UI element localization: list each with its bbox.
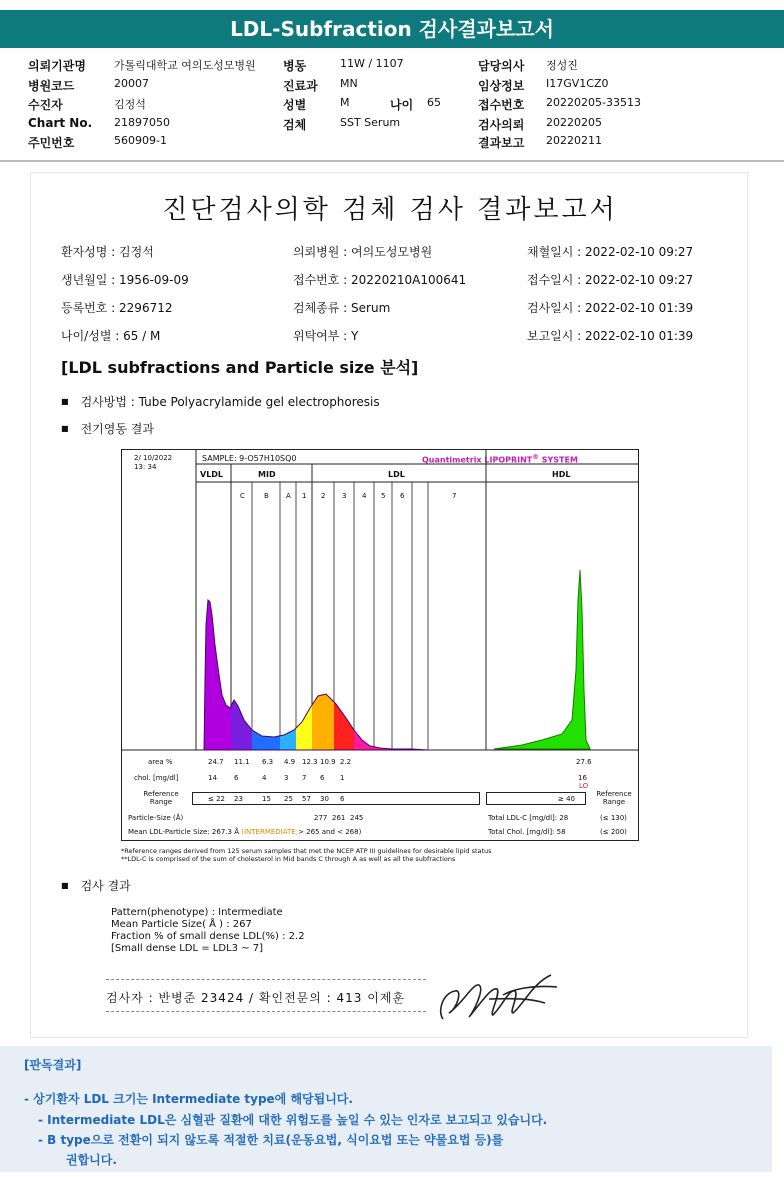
band-label: 1 bbox=[302, 492, 307, 500]
chol-value: 6 bbox=[234, 774, 239, 782]
ref-value: 15 bbox=[262, 795, 271, 803]
ref-label: Reference Range bbox=[143, 790, 179, 806]
result-fraction: Fraction % of small dense LDL(%) : 2.2 bbox=[111, 931, 305, 942]
header-label: 결과보고 bbox=[478, 136, 525, 150]
header-value: SST Serum bbox=[340, 116, 401, 129]
scanned-report bbox=[30, 172, 748, 1038]
area-value: 11.1 bbox=[234, 758, 250, 766]
ref-value: 6 bbox=[340, 795, 345, 803]
lipoprint-chart bbox=[121, 449, 639, 841]
band-label: C bbox=[240, 492, 245, 500]
interpretation-line: - Intermediate LDL은 심혈관 질환에 대한 위험도를 높일 수 있는 인자로 보고되고 있습니다. bbox=[38, 1113, 548, 1127]
info-specimen: 검체종류 : Serum bbox=[293, 301, 391, 315]
header-label: 임상정보 bbox=[478, 79, 525, 93]
total-ldl: Total LDL-C [mg/dl]: 28 bbox=[488, 814, 569, 822]
group-vldl: VLDL bbox=[200, 470, 224, 479]
panel-title: [판독결과] bbox=[24, 1058, 82, 1072]
chol-value: 7 bbox=[302, 774, 307, 782]
band-fill bbox=[231, 570, 252, 750]
particle-size-value: 245 bbox=[350, 814, 364, 822]
ref-value: 30 bbox=[320, 795, 329, 803]
header-value: 560909-1 bbox=[114, 134, 167, 147]
band-fill bbox=[280, 570, 296, 750]
header-label: 검체 bbox=[283, 118, 307, 132]
chart-time: 13: 34 bbox=[134, 463, 157, 471]
total-ldl-ref: (≤ 130) bbox=[600, 814, 627, 822]
header-label: 병원코드 bbox=[28, 79, 75, 93]
header-value: I17GV1CZ0 bbox=[546, 77, 609, 90]
header-value: 20220205 bbox=[546, 116, 602, 129]
ref-value: 23 bbox=[234, 795, 243, 803]
area-value: 12.3 bbox=[302, 758, 318, 766]
header-value: M bbox=[340, 96, 350, 109]
band-label: 6 bbox=[400, 492, 405, 500]
area-value: 24.7 bbox=[208, 758, 224, 766]
area-value: 10.9 bbox=[320, 758, 336, 766]
ps-label: Particle-Size (Å) bbox=[128, 814, 184, 822]
total-chol-ref: (≤ 200) bbox=[600, 828, 627, 836]
area-value: 4.9 bbox=[284, 758, 296, 766]
band-fill bbox=[312, 570, 334, 750]
result-mean-size: Mean Particle Size( Å ) : 267 bbox=[111, 919, 252, 930]
info-referral: 위탁여부 : Y bbox=[293, 329, 359, 343]
header-label: 의뢰기관명 bbox=[28, 59, 86, 73]
ref-box-ldl bbox=[192, 792, 480, 805]
band-fill bbox=[428, 570, 486, 750]
band-fill bbox=[296, 570, 312, 750]
chart-system: Quantimetrix LIPOPRINT® SYSTEM bbox=[422, 453, 578, 465]
chol-value: 3 bbox=[284, 774, 289, 782]
band-label: 7 bbox=[452, 492, 457, 500]
band-label: 5 bbox=[381, 492, 386, 500]
chart-sample: SAMPLE: 9-O57H10SQ0 bbox=[202, 454, 297, 463]
header-label: 성별 bbox=[283, 98, 307, 112]
header-label: 수진자 bbox=[28, 98, 63, 112]
footnote-1: *Reference ranges derived from 125 serum samples that met the NCEP ATP III guidelines for desirable lipid status bbox=[121, 847, 492, 855]
total-chol: Total Chol. [mg/dl]: 58 bbox=[488, 828, 566, 836]
area-label: area % bbox=[148, 758, 173, 766]
header-label: 담당의사 bbox=[478, 59, 525, 73]
band-fill bbox=[354, 570, 374, 750]
header-label: 주민번호 bbox=[28, 136, 75, 150]
result-label: ■ 검사 결과 bbox=[61, 877, 131, 894]
divider-bottom bbox=[106, 1011, 426, 1012]
age-value: 65 bbox=[427, 96, 441, 109]
info-reg-no: 등록번호 : 2296712 bbox=[61, 301, 173, 315]
ref-label-right: Reference Range bbox=[596, 790, 632, 806]
info-age-sex: 나이/성별 : 65 / M bbox=[61, 329, 161, 343]
info-hospital: 의뢰병원 : 여의도성모병원 bbox=[293, 245, 433, 259]
interpretation-line: - B type으로 전환이 되지 않도록 적절한 치료(운동요법, 식이요법 또는 약물요법 등)를 bbox=[38, 1133, 504, 1147]
info-name: 환자성명 : 김정석 bbox=[61, 245, 154, 259]
header-value: 20220211 bbox=[546, 134, 602, 147]
footnote-2: **LDL-C is comprised of the sum of cholesterol in Mid bands C through A as well as all the subfractions bbox=[121, 855, 456, 863]
result-lines bbox=[111, 907, 305, 955]
patient-header bbox=[0, 52, 784, 162]
header-value: 20220205-33513 bbox=[546, 96, 641, 109]
divider-top bbox=[106, 979, 426, 980]
band-label: A bbox=[286, 492, 291, 500]
result-pattern: Pattern(phenotype) : Intermediate bbox=[111, 907, 283, 918]
header-value: MN bbox=[340, 77, 358, 90]
group-mid: MID bbox=[258, 470, 276, 479]
band-fill bbox=[252, 570, 280, 750]
doc-title: 진단검사의학 검체 검사 결과보고서 bbox=[162, 195, 618, 225]
info-birth: 생년월일 : 1956-09-09 bbox=[61, 273, 189, 287]
hdl-flag: LO bbox=[579, 782, 589, 790]
header-value: 김정석 bbox=[114, 98, 146, 111]
header-label: 진료과 bbox=[283, 79, 318, 93]
section-title: [LDL subfractions and Particle size 분석] bbox=[61, 358, 419, 377]
header-label: 접수번호 bbox=[478, 98, 525, 112]
report-title: LDL-Subfraction 검사결과보고서 bbox=[0, 10, 784, 48]
particle-size-value: 261 bbox=[332, 814, 346, 822]
signature-line: 검사자 : 반병준 23424 / 확인전문의 : 413 이제훈 bbox=[106, 991, 406, 1005]
header-label: Chart No. bbox=[28, 116, 93, 130]
chol-value: 1 bbox=[340, 774, 345, 782]
header-value: 가톨릭대학교 여의도성모병원 bbox=[114, 59, 256, 72]
chol-label: chol. [mg/dl] bbox=[134, 774, 179, 782]
chol-value: 6 bbox=[320, 774, 325, 782]
band-label: B bbox=[264, 492, 269, 500]
band-fill bbox=[392, 570, 412, 750]
band-label: 4 bbox=[362, 492, 367, 500]
ref-value: ≤ 22 bbox=[208, 795, 225, 803]
ref-value: 25 bbox=[284, 795, 293, 803]
header-value: 정성진 bbox=[546, 59, 578, 72]
header-value: 11W / 1107 bbox=[340, 57, 404, 70]
info-receipt-no: 접수번호 : 20220210A100641 bbox=[293, 273, 467, 287]
chol-value: 14 bbox=[208, 774, 217, 782]
mean-label: Mean LDL-Particle Size: 267.3 Å (INTERMEDIATE;> 265 and < 268) bbox=[128, 828, 362, 836]
info-test-time: 검사일시 : 2022-02-10 01:39 bbox=[527, 301, 694, 315]
header-label: 검사의뢰 bbox=[478, 118, 525, 132]
age-label: 나이 bbox=[390, 98, 414, 112]
signature-image bbox=[433, 969, 563, 1033]
particle-size-value: 277 bbox=[314, 814, 328, 822]
interpretation-line: - 상기환자 LDL 크기는 Intermediate type에 해당됩니다. bbox=[24, 1092, 353, 1106]
area-value: 6.3 bbox=[262, 758, 274, 766]
hdl-ref: ≥ 40 bbox=[558, 795, 575, 803]
band-fill bbox=[412, 570, 428, 750]
area-value: 2.2 bbox=[340, 758, 352, 766]
band-fill bbox=[334, 570, 354, 750]
info-receipt-time: 접수일시 : 2022-02-10 09:27 bbox=[527, 273, 694, 287]
group-ldl: LDL bbox=[388, 470, 405, 479]
info-report-time: 보고일시 : 2022-02-10 01:39 bbox=[527, 329, 694, 343]
chol-value: 4 bbox=[262, 774, 267, 782]
band-fill bbox=[374, 570, 392, 750]
ref-value: 57 bbox=[302, 795, 311, 803]
band-fill bbox=[196, 570, 231, 750]
header-label: 병동 bbox=[283, 59, 307, 73]
result-note: [Small dense LDL = LDL3 ~ 7] bbox=[111, 943, 264, 954]
hdl-area: 27.6 bbox=[576, 758, 592, 766]
band-label: 3 bbox=[342, 492, 347, 500]
method-line: ■ 검사방법 : Tube Polyacrylamide gel electrophoresis bbox=[61, 393, 380, 410]
interpretation-line: 권합니다. bbox=[66, 1153, 117, 1167]
electropherogram bbox=[122, 450, 639, 841]
group-hdl: HDL bbox=[552, 470, 571, 479]
interpretation-panel bbox=[0, 1046, 772, 1172]
hdl-chol: 16 bbox=[578, 774, 587, 782]
info-collect-time: 채혈일시 : 2022-02-10 09:27 bbox=[527, 245, 694, 259]
header-value: 21897050 bbox=[114, 116, 170, 129]
electro-label: ■ 전기영동 결과 bbox=[61, 420, 154, 437]
chart-date: 2/ 10/2022 bbox=[134, 454, 173, 462]
band-label: 2 bbox=[321, 492, 326, 500]
header-value: 20007 bbox=[114, 77, 149, 90]
